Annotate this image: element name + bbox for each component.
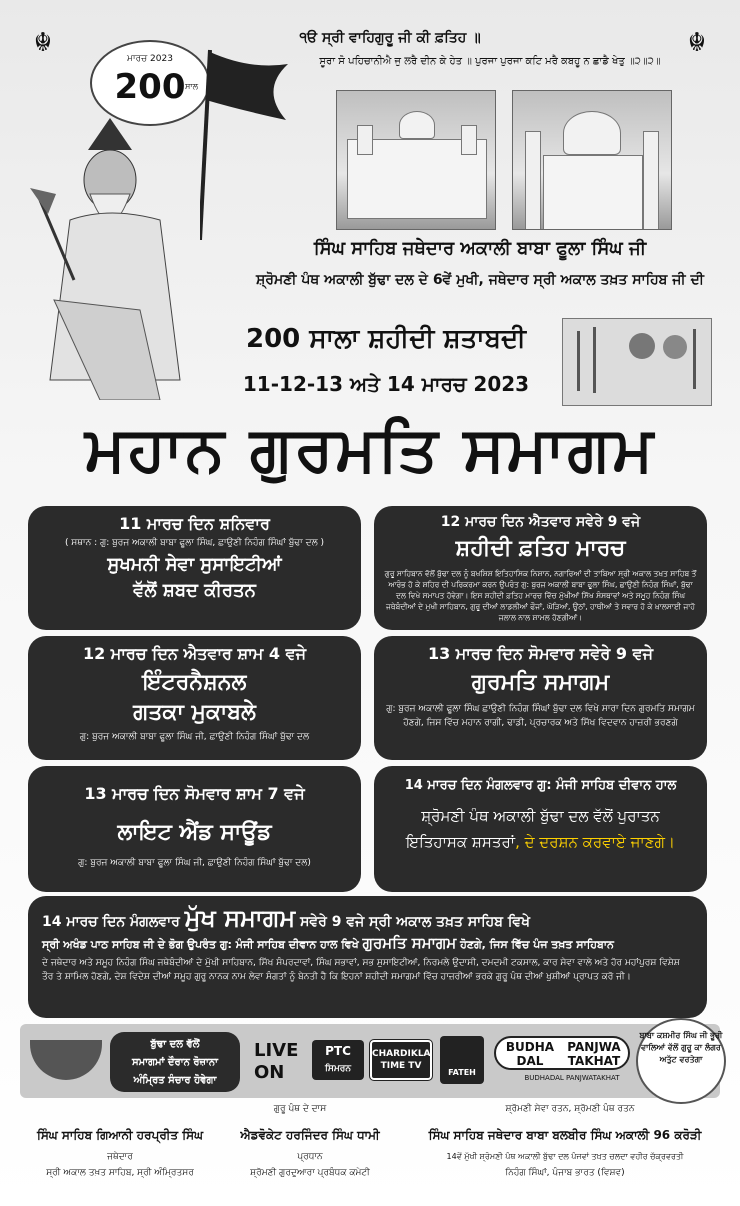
invocation: ੧ੳ ਸ੍ਰੀ ਵਾਹਿਗੁਰੂ ਜੀ ਕੀ ਫ਼ਤਿਹ ॥: [299, 30, 481, 46]
signatory-place: ਸ੍ਰੀ ਅਕਾਲ ਤਖ਼ਤ ਸਾਹਿਬ, ਸ੍ਰੀ ਅੰਮ੍ਰਿਤਸਰ: [46, 1168, 194, 1178]
main-event-label: ਮੁੱਖ ਸਮਾਗਮ: [184, 904, 296, 932]
khanda-icon: ☬: [33, 28, 53, 58]
main-event-description: ਦੇ ਜਥੇਦਾਰ ਅਤੇ ਸਮੂਹ ਨਿਹੰਗ ਸਿੰਘ ਜਥੇਬੰਦੀਆਂ ਦੇ ਮੁੱਖੀ ਸਾਹਿਬਾਨ, ਸਿੱਖ ਸੰਪਰਦਾਵਾਂ, ਸਿੰਘ ਸਭਾਵਾਂ, ਸਭ ਸੁਸਾਇਟੀਆਂ, ਨਿਰਮਲੇ ਉਦਾਸੀ, ਦਮਦਮੀ ਟਕਸਾਲ, ਕਾਰ ਸੇਵਾ ਵਾਲੇ ਅਤੇ ਹੋਰ ਮਹਾਂਪੁਰਸ਼ ਵਿਸ਼ੇਸ਼ ਤੌਰ ਤੇ ਸ਼ਾਮਿਲ ਹੋਣਗੇ, ਦੇਸ਼ ਵਿਦੇਸ਼ ਦੀਆਂ ਸਮੂਹ ਗੁਰੂ ਨਾਨਕ ਨਾਮ ਲੇਵਾ ਸੰਗਤਾਂ ਨੂੰ ਬੇਨਤੀ ਹੈ ਕਿ ਇਹਨਾਂ ਸ਼ਹੀਦੀ ਸਮਾਗਮਾਂ ਵਿੱਚ ਹਾਜ਼ਰੀਆਂ ਭਰਕੇ ਗੁਰੂ ਪੰਥ ਦੀਆਂ ਖੁਸ਼ੀਆਂ ਪ੍ਰਾਪਤ ਕਰੋ ਜੀ।: [42, 958, 680, 982]
event-text-part: , ਦੇ ਦਰਸ਼ਨ ਕਰਵਾਏ ਜਾਣਗੇ।: [515, 833, 676, 851]
event-heading: 13 ਮਾਰਚ ਦਿਨ ਸੋਮਵਾਰ ਸ਼ਾਮ 7 ਵਜੇ: [84, 784, 305, 803]
signatory-place: ਸ਼੍ਰੋਮਣੀ ਗੁਰਦੁਆਰਾ ਪ੍ਰਬੰਧਕ ਕਮੇਟੀ: [250, 1168, 370, 1178]
langar-notice: ਬਾਬਾ ਕਸ਼ਮੀਰ ਸਿੰਘ ਜੀ ਭੂਰੀ ਵਾਲਿਆਂ ਵੱਲੋਂ ਗੁਰੂ ਕਾ ਲੰਗਰ ਅਤੁੱਟ ਵਰਤੇਗਾ: [636, 1018, 726, 1104]
event-heading: 14 ਮਾਰਚ ਦਿਨ ਮੰਗਲਵਾਰ ਗੁ: ਮੰਜੀ ਸਾਹਿਬ ਦੀਵਾਨ ਹਾਲ: [404, 778, 677, 793]
budha-dal-text: BUDHA DAL: [505, 1040, 555, 1068]
signatory-role: 14ਵੇਂ ਮੁੱਖੀ ਸ਼੍ਰੋਮਣੀ ਪੰਥ ਅਕਾਲੀ ਬੁੱਢਾ ਦਲ ਪੰਜਵਾਂ ਤਖ਼ਤ ਚਲਦਾ ਵਹੀਰ ਚੱਕ੍ਰਵਰਤੀ: [446, 1152, 684, 1161]
event-card-1: [28, 506, 361, 630]
ptc-simran-logo: [312, 1040, 364, 1080]
badge-year: ਮਾਰਚ 2023: [127, 54, 173, 64]
notice-line: ਸਮਾਗਮਾਂ ਦੌਰਾਨ ਰੋਜ਼ਾਨਾ: [131, 1057, 219, 1068]
simran-text: ਸਿਮਰਨ: [324, 1064, 352, 1074]
main-title: ਮਹਾਨ ਗੁਰਮਤਿ ਸਮਾਗਮ: [84, 412, 656, 485]
event-title: ਗੁਰਮਤਿ ਸਮਾਗਮ: [471, 670, 610, 695]
gurdwara-photo: [512, 90, 672, 230]
signatory-place: ਨਿਹੰਗ ਸਿੰਘਾਂ, ਪੰਜਾਬ ਭਾਰਤ (ਵਿਸ਼ਵ): [505, 1168, 625, 1178]
event-text: ਸ਼੍ਰੋਮਣੀ ਪੰਥ ਅਕਾਲੀ ਬੁੱਢਾ ਦਲ ਵੱਲੋਂ ਪੁਰਾਤਨ: [421, 807, 660, 825]
signatory-role: ਪ੍ਰਧਾਨ: [297, 1152, 323, 1162]
signature-heading: ਸ਼੍ਰੋਮਣੀ ਸੇਵਾ ਰਤਨ, ਸ਼੍ਰੋਮਣੀ ਪੰਥ ਰਤਨ: [505, 1104, 635, 1114]
panjwa-takhat-text: PANJWA TAKHAT: [567, 1040, 621, 1068]
event-title: ਗਤਕਾ ਮੁਕਾਬਲੇ: [133, 700, 256, 725]
event-heading: 11 ਮਾਰਚ ਦਿਨ ਸ਼ਨਿਵਾਰ: [119, 514, 270, 533]
social-handle: BUDHADAL PANJWATAKHAT: [524, 1074, 620, 1082]
event-card-5: [28, 766, 361, 892]
chardikla-logo: CHARDIKLA TIME TV: [370, 1040, 432, 1080]
main-event-card: [28, 896, 707, 1018]
gurbani-verse: ਸੂਰਾ ਸੋ ਪਹਿਚਾਨੀਐ ਜੁ ਲਰੈ ਦੀਨ ਕੇ ਹੇਤ ॥ ਪੁਰਜਾ ਪੁਰਜਾ ਕਟਿ ਮਰੈ ਕਬਹੂ ਨ ਛਾਡੈ ਖੇਤੁ ॥੨॥੨॥: [319, 56, 661, 67]
live-text: LIVE: [254, 1040, 299, 1061]
main-event-line-b: ਹੋਣਗੇ, ਜਿਸ ਵਿੱਚ ਪੰਜ ਤਖ਼ਤ ਸਾਹਿਬਾਨ: [460, 938, 614, 951]
live-on-label: [254, 1040, 310, 1084]
event-title: ਇੰਟਰਨੈਸ਼ਨਲ: [142, 670, 247, 695]
badge-sal: ਸਾਲ: [184, 82, 198, 91]
event-venue: ( ਸਥਾਨ : ਗੁ: ਬੁਰਜ ਅਕਾਲੀ ਬਾਬਾ ਫੂਲਾ ਸਿੰਘ, ਛਾਉਣੀ ਨਿਹੰਗ ਸਿੰਘਾਂ ਬੁੱਢਾ ਦਲ ): [64, 538, 325, 548]
main-event-date: 14 ਮਾਰਚ ਦਿਨ ਮੰਗਲਵਾਰ: [42, 914, 180, 930]
event-title: ਸੁਖਮਨੀ ਸੇਵਾ ਸੁਸਾਇਟੀਆਂ: [107, 554, 282, 575]
event-title: ਲਾਇਟ ਐਂਡ ਸਾਊਂਡ: [117, 820, 272, 845]
event-text-part: ਇਤਿਹਾਸਕ ਸ਼ਸਤਰਾਂ: [405, 833, 516, 851]
honoree-name: ਸਿੰਘ ਸਾਹਿਬ ਜਥੇਦਾਰ ਅਕਾਲੀ ਬਾਬਾ ਫੂਲਾ ਸਿੰਘ ਜੀ: [313, 238, 647, 259]
event-card-6: [374, 766, 707, 892]
signatory-name: ਐਡਵੋਕੇਟ ਹਰਜਿੰਦਰ ਸਿੰਘ ਧਾਮੀ: [240, 1128, 380, 1142]
event-card-4: [374, 636, 707, 760]
event-title: ਸ਼ਹੀਦੀ ਫ਼ਤਿਹ ਮਾਰਚ: [455, 536, 626, 561]
event-description: ਗੁ: ਬੁਰਜ ਅਕਾਲੀ ਫੂਲਾ ਸਿੰਘ ਛਾਉਣੀ ਨਿਹੰਗ ਸਿੰਘਾਂ ਬੁੱਢਾ ਦਲ ਵਿਖੇ ਸਾਰਾ ਦਿਨ ਗੁਰਮਤਿ ਸਮਾਗਮ ਹੋਣਗੇ, ਜਿਸ ਵਿੱਚ ਮਹਾਨ ਰਾਗੀ, ਢਾਡੀ, ਪ੍ਰਚਾਰਕ ਅਤੇ ਸਿੱਖ ਵਿਦਵਾਨ ਹਾਜ਼ਰੀ ਭਰਣਗੇ: [386, 704, 695, 728]
amrit-sanchar-notice: [110, 1032, 240, 1092]
event-card-2: [374, 506, 707, 630]
signatory-name: ਸਿੰਘ ਸਾਹਿਬ ਜਥੇਦਾਰ ਬਾਬਾ ਬਲਬੀਰ ਸਿੰਘ ਅਕਾਲੀ 96 ਕਰੋੜੀ: [428, 1128, 702, 1142]
fateh-logo: FATEH: [440, 1036, 484, 1084]
event-heading: 12 ਮਾਰਚ ਦਿਨ ਐਤਵਾਰ ਸ਼ਾਮ 4 ਵਜੇ: [82, 644, 307, 663]
budha-dal-logo: [494, 1036, 630, 1070]
event-heading: 13 ਮਾਰਚ ਦਿਨ ਸੋਮਵਾਰ ਸਵੇਰੇ 9 ਵਜੇ: [427, 644, 654, 663]
signatory-name: ਸਿੰਘ ਸਾਹਿਬ ਗਿਆਨੀ ਹਰਪ੍ਰੀਤ ਸਿੰਘ: [36, 1128, 204, 1142]
notice-line: ਬੁੱਢਾ ਦਲ ਵੱਲੋਂ: [150, 1039, 200, 1050]
main-event-heading: [42, 904, 693, 932]
event-venue: ਗੁ: ਬੁਰਜ ਅਕਾਲੀ ਬਾਬਾ ਫੂਲਾ ਸਿੰਘ ਜੀ, ਛਾਉਣੀ ਨਿਹੰਗ ਸਿੰਘਾਂ ਬੁੱਢਾ ਦਲ): [78, 858, 311, 868]
event-card-3: [28, 636, 361, 760]
anniversary-title: 200 ਸਾਲਾ ਸ਼ਹੀਦੀ ਸ਼ਤਾਬਦੀ: [246, 324, 526, 354]
honoree-role: ਸ਼੍ਰੋਮਣੀ ਪੰਥ ਅਕਾਲੀ ਬੁੱਢਾ ਦਲ ਦੇ 6ਵੇਂ ਮੁਖੀ, ਜਥੇਦਾਰ ਸ੍ਰੀ ਅਕਾਲ ਤਖ਼ਤ ਸਾਹਿਬ ਜੀ ਦੀ: [255, 272, 705, 288]
main-event-time: ਸਵੇਰੇ 9 ਵਜੇ ਸ੍ਰੀ ਅਕਾਲ ਤਖ਼ਤ ਸਾਹਿਬ ਵਿਖੇ: [300, 914, 531, 930]
notice-line: ਅੰਮ੍ਰਿਤ ਸੰਚਾਰ ਹੋਵੇਗਾ: [133, 1075, 217, 1086]
main-event-line-a: ਸ੍ਰੀ ਅਖੰਡ ਪਾਠ ਸਾਹਿਬ ਜੀ ਦੇ ਭੋਗ ਉਪਰੰਤ ਗੁ: ਮੰਜੀ ਸਾਹਿਬ ਦੀਵਾਨ ਹਾਲ ਵਿਖੇ: [42, 938, 359, 951]
event-text: [384, 829, 697, 855]
signature-heading: ਗੁਰੂ ਪੰਥ ਦੇ ਦਾਸ: [273, 1104, 327, 1114]
event-dates: 11-12-13 ਅਤੇ 14 ਮਾਰਚ 2023: [242, 372, 530, 396]
golden-temple-photo: [336, 90, 496, 230]
event-title: ਵੱਲੋਂ ਸ਼ਬਦ ਕੀਰਤਨ: [133, 580, 256, 601]
event-heading: 12 ਮਾਰਚ ਦਿਨ ਐਤਵਾਰ ਸਵੇਰੇ 9 ਵਜੇ: [440, 514, 641, 530]
weapons-photo: [562, 318, 712, 406]
main-event-line-big: ਗੁਰਮਤਿ ਸਮਾਗਮ: [362, 934, 457, 952]
khanda-icon: ☬: [687, 28, 707, 58]
event-venue: ਗੁ: ਬੁਰਜ ਅਕਾਲੀ ਬਾਬਾ ਫੂਲਾ ਸਿੰਘ ਜੀ, ਛਾਉਣੀ ਨਿਹੰਗ ਸਿੰਘਾਂ ਬੁੱਢਾ ਦਲ: [79, 732, 310, 742]
event-description: ਗੁਰੂ ਸਾਹਿਬਾਨ ਵੱਲੋਂ ਬੁੱਢਾ ਦਲ ਨੂੰ ਬਖਸ਼ਿਸ਼ ਇਤਿਹਾਸਿਕ ਨਿਸ਼ਾਨ, ਨਗਾਰਿਆਂ ਦੀ ਤਾਬਿਆ ਸ੍ਰੀ ਅਕਾਲ ਤਖ਼ਤ ਸਾਹਿਬ ਤੋਂ ਆਰੰਭ ਹੋ ਕੇ ਸ਼ਹਿਰ ਦੀ ਪਰਿਕਰਮਾ ਕਰਨ ਉਪਰੰਤ ਗੁ: ਬੁਰਜ ਅਕਾਲੀ ਬਾਬਾ ਫੂਲਾ ਸਿੰਘ, ਛਾਉਣੀ ਨਿਹੰਗ ਸਿੰਘਾਂ, ਬੁੱਢਾ ਦਲ ਵਿਖੇ ਸਮਾਪਤ ਹੋਵੇਗਾ। ਇਸ ਸ਼ਹੀਦੀ ਫ਼ਤਿਹ ਮਾਰਚ ਵਿੱਚ ਮੁੱਖੀਆਂ ਸਿੱਖ ਸੰਸਥਾਵਾਂ ਅਤੇ ਸਮੂਹ ਨਿਹੰਗ ਸਿੰਘ ਜਥੇਬੰਦੀਆਂ ਦੇ ਮੁਖੀ ਸਾਹਿਬਾਨ, ਗੁਰੂ ਦੀਆਂ ਲਾਡਲੀਆਂ ਫੌਜਾਂ, ਘੋੜਿਆਂ, ਊਠਾਂ, ਹਾਥੀਆਂ ਤੇ ਸਵਾਰ ਹੋ ਕੇ ਖ਼ਾਲਸਾਈ ਜਾਹੋ ਜਲਾਲ ਨਾਲ ਸ਼ਾਮਲ ਹੋਣਗੀਆਂ।: [384, 569, 697, 622]
badge-number: 200: [114, 67, 186, 107]
ptc-text: PTC: [325, 1044, 351, 1058]
signatory-role: ਜਥੇਦਾਰ: [107, 1152, 133, 1162]
on-text: ON: [254, 1062, 285, 1083]
flag-illustration: [200, 40, 290, 240]
main-event-line: [42, 934, 693, 952]
